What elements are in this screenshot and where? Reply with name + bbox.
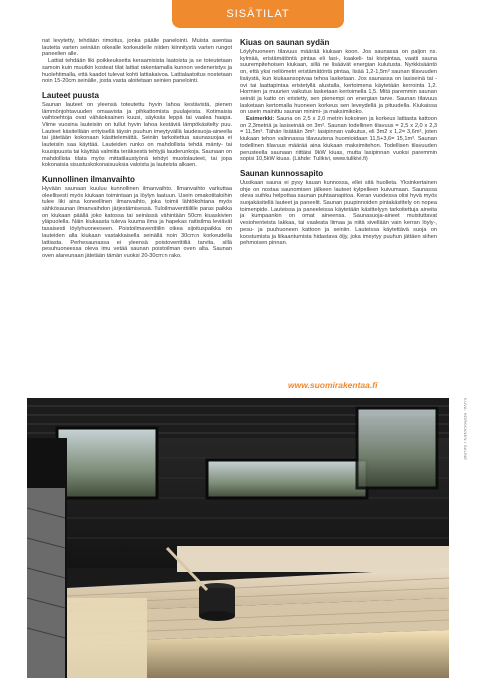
example-label: Esimerkki: xyxy=(246,116,275,123)
paragraph: nat levytetty, tehdään rimoitus, jonka päälle panelointi. Muista asentaa lauteita varten seinään oikealle korkeudelle niiden kiinnitystä varten rungot paneelien alle. xyxy=(42,38,232,58)
paragraph: Uusikaan sauna ei pysy kauan kunnossa, ellei sitä huolleta. Yksinkertainen ohje on nostaa saunomisen jälkeen lauteet kylpelleen kuivumaan. Saunassa oleva suihku helpottaa saunan puhtaanapitoa. Keran vuodessa olisi hyvä myös suojakäsitellä lauteet ja paneelit. Saunan puupinnoiden pintakäsittely on nopea toimenpide. Lauteissa ja paneeleissa käytetään käsittelyyn tarkoitettuja aineita ja kumpaankin on omat aineensa. Saunasuoja-aineet muistuttavat vesiohenteista lakkaa, tai vaaleata liimaa ja niitä sivellään vain kerran löyly-, pesu- ja puuhuoneen kattoon ja seiniin. Lauteissa käytettävä suoja on koostumista ja liikaantumista hidastava öljy, joka imeytyy puuhun jättäen siihen pehmoisen pinnan. xyxy=(240,179,437,247)
page-header xyxy=(0,0,480,30)
heading-ilmanvaihto: Kunnollinen ilmanvaihto xyxy=(42,174,135,184)
website-link[interactable]: www.suomirakentaa.fi xyxy=(288,380,378,390)
heading-kiuas: Kiuas on saunan sydän xyxy=(240,38,330,47)
section-tab: SISÄTILAT xyxy=(172,0,344,28)
paragraph: Löylyhuoneen tilavuus määrää kiukaan koon. Jos saunassa on paljon ns. kylmää, eristämätöntä pintaa eli lasi-, kaakeli- tai kivipintaa, vaatii sauna suurempitehoisen kiukaan, sillä ne lisäävät energian kulutusta. Nyrkkisääntö on, että yksi neliömetri eristämätöntä pintaa, lisää 1,2-1,5m³ saunan tilavuuden lisäystä, kun kiukaansopivaa tehoa lasketaan. Jos saunassa on lasiseinä tai -ovi tai laattapintaa eristetyllä alustalla, kertoimena käytetään kerrointa 1,2. Hormien ja muurien vaikutus lasketaan kertoimella 1,5. Mitä paremmin saunan seinät ja katto on eristetty, sen pienempi on energian tarve. Saunan tilavuus lasketaan kertomalla huoneen korkeus sen leveydellä ja pituudella. Kiukaissa on usein mainittu saunan minimi- ja maksimikoko. xyxy=(240,49,437,116)
left-column xyxy=(42,38,232,260)
sauna-photo xyxy=(27,398,449,678)
photo-credit: KUVA: HORKKANEN / SAUNE xyxy=(463,398,468,461)
paragraph: Lattiat tehdään liki poikkeuksetta keraamisista laatoista ja se toteutetaan samoin kuin muutkin kosteat tilat lattiat rakentamalla kunnon vedeneristys ja huolehtimalla, että kaadot tulevat kohti lattiakaivoa. Lattialaatoitus nostetaan noin 15-20cm seinälle, josta vasta aloitetaan seinien panelointi. xyxy=(42,58,232,85)
paragraph: Hyvään saunaan kuuluu kunnollinen ilmanvaihto. Ilmanvaihto varkuttaa oleellisesti myös kiukaan toimintaan ja löylyn laatuun. Usein omakotitaloihin tulee liki aina koneellinen ilmanvaihto, joka toimii lähtökohtana myös sähkösaunan ilmanvaihdon järjestämisessä. Tuloilmaventtiilille paras paikka on kiukaan päällä joko katossa tai seinässä vähintään 50cm kiuaskivien yläpuolella. Näin kiukaasta tuleva kuuma ilma ja hapekas raitisilma leviävät tasaisesti löylyhuoneeseen. Poistoilmaventtiilin oikea sijoituspaikka on lauteiden alla kiukaan vastakkaisella seinällä noin 30cm:n korkeudella lattiasta. Perhesaunassa ei yleensä poistoventtiiliä tarvita, sillä pesuhuoneessa oleva imu vetää saunan poistoilman oven alta. Saunan oven alareunaan jätetään tämän vuoksi 20-30cm:n rako. xyxy=(42,185,232,259)
heading-lauteet: Lauteet puusta xyxy=(42,90,99,100)
example-text: Sauna on 2,5 x 2,0 metrin kokoinen ja korkeus lattiasta kattoon on 2,3metriä ja lasiseinää on 3m². Saunan todellinen tilavuus = 2,5 x 2,0 x 2,3 = 11,5m³. Tähän lisätään 3m²: lasipinnan vaikutus, eli 3m2 x 1,2= 3,6m³, joten kiukaan tehon valinnassa tilavuutena huomioidaan 11,5+3,6= 15,1m³. Saunan todellinen tilavuus määrää aina kiukaan maksimitehon. Todellisen tilavuuden perusteella saunaan riittäisi 9kW kiuas, mutta lasipinnan vuoksi paremmin sopisi 10,5kW kiuas. (Lähde: Tulikivi, www.tulikivi.fi) xyxy=(240,116,437,163)
example-paragraph xyxy=(240,116,437,163)
right-column xyxy=(240,38,437,247)
heading-kunnossapito: Saunan kunnossapito xyxy=(240,168,324,178)
paragraph: Saunan lauteet on yleensä toteutettu hyvin lahoa kestävistä, pienen lämmönjohtavuuden omaavista ja pihkattomista puulajeista. Kotimaisia vaihtoehtoja ovat vähäoksainen kuusi, säyksäs leppä tai vaalea haapa. Viime vuosina lauteisiin on tullut hyvin lahoa kestäviä lämpökäsitelty puu. Lauteet käsitellään erityisellä täysin puuhun imeytyvällä laudesuoja-aineella tai jätetään kokonaan käsittelemättä. Seiniin tarkoitettua saunasuojaa ei lauteisiin saa käyttää. Lauteiden runko on mahdollista tehdä mänty- tai kuusipuusta tai käyttää valmiita teräksestä tehtyjä lauderunkoja. Saunaan on mahdollista tilata myös mittatilaustyönä tehdyt muotolauteet, tai jopa kokonaisia sisustuskokonaisuuksia valoista ja lauteista alkaen. xyxy=(42,101,232,169)
sauna-illustration xyxy=(27,398,449,678)
